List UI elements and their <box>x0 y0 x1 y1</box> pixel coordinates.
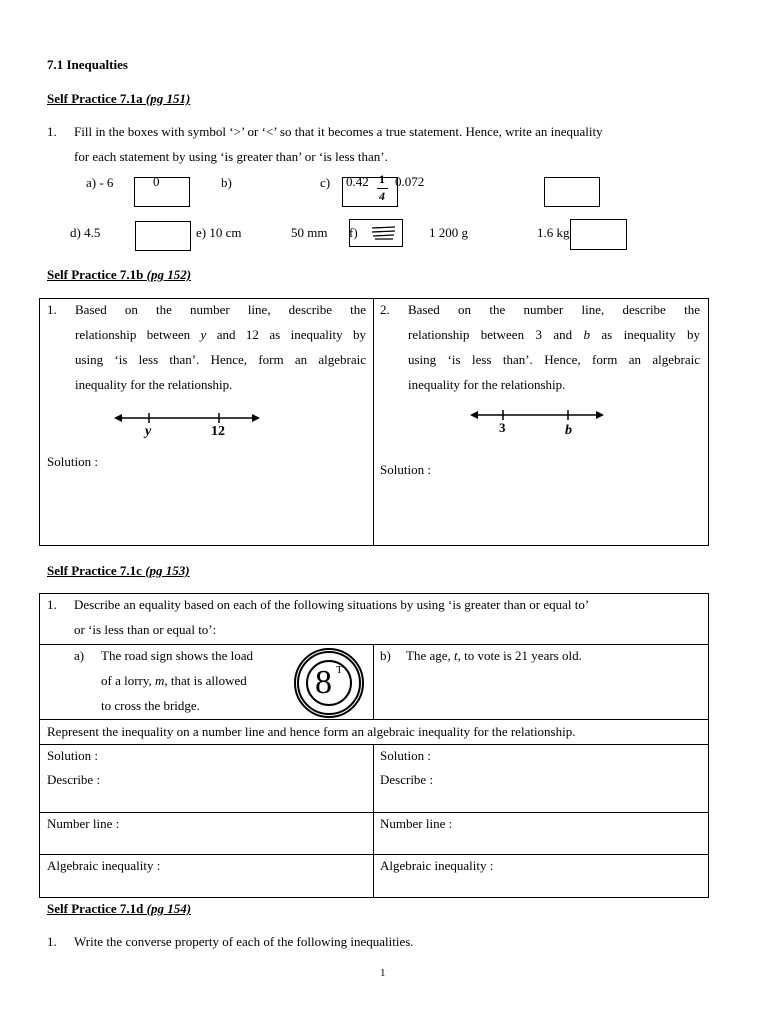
c1-left-describe: Describe : <box>47 772 101 787</box>
c1-a-line2: of a lorry, m, that is allowed <box>101 673 247 688</box>
b2-line2: relationship between 3 and b as inequality by <box>408 327 700 342</box>
b2-line1: Based on the number line, describe the <box>408 302 700 317</box>
b2-line4: inequality for the relationship. <box>408 377 566 392</box>
b1-solution: Solution : <box>47 454 98 469</box>
section-heading-text: Self Practice 7.1a <box>47 91 143 106</box>
number-line-2 <box>468 406 606 436</box>
b2-solution: Solution : <box>380 462 431 477</box>
answer-box-f[interactable] <box>570 219 627 250</box>
c1-line2: or ‘is less than or equal to’: <box>74 622 217 637</box>
c1-right-describe: Describe : <box>380 772 434 787</box>
scribble-icon <box>369 223 399 243</box>
nl1-right-label: 12 <box>211 424 225 439</box>
item-c-left: 0.42 <box>346 174 369 189</box>
nl2-left-label: 3 <box>499 420 506 435</box>
c1-b-label: b) <box>380 648 391 663</box>
d1-number: 1. <box>47 934 57 949</box>
item-c-right: 0.072 <box>395 174 425 189</box>
b1-line4: inequality for the relationship. <box>75 377 233 392</box>
section-page-ref: (pg 154) <box>146 901 192 916</box>
section-page-ref: (pg 152) <box>146 267 192 282</box>
item-f-label: f) <box>349 225 358 240</box>
item-d-label: d) 4.5 <box>70 225 101 240</box>
b1-number: 1. <box>47 302 57 317</box>
item-c-label: c) <box>320 175 331 190</box>
c1-line1: Describe an equality based on each of the following situations by using ‘is greater than or equal to’ <box>74 597 590 612</box>
item-c-fraction-den: 4 <box>379 189 385 203</box>
b1-line2: relationship between y and 12 as inequality by <box>75 327 366 342</box>
c1-left-algebraic: Algebraic inequality : <box>47 858 161 873</box>
c1-b-text: The age, t, to vote is 21 years old. <box>406 648 582 663</box>
item-c-fraction-num: 1 <box>379 172 385 186</box>
item-a-value: 0 <box>153 174 160 189</box>
section-heading-text: Self Practice 7.1c <box>47 563 142 578</box>
section-heading-7-1c <box>47 563 190 579</box>
answer-box-d[interactable] <box>135 221 191 251</box>
section-heading-7-1b <box>47 267 191 283</box>
nl1-left-label: y <box>145 424 152 439</box>
item-f-right: 1.6 kg <box>537 225 570 240</box>
road-sign-unit: T <box>336 664 343 676</box>
question-text-line1: Fill in the boxes with symbol ‘>’ or ‘<’ so that it becomes a true statement. Hence, write an inequality <box>74 124 603 139</box>
answer-box-a[interactable] <box>134 177 190 207</box>
section-page-ref: (pg 153) <box>145 563 190 578</box>
section-page-ref: (pg 151) <box>145 91 191 106</box>
question-number: 1. <box>47 124 57 139</box>
c1-number: 1. <box>47 597 57 612</box>
section-heading-text: Self Practice 7.1d <box>47 901 144 916</box>
c1-a-line1: The road sign shows the load <box>101 648 254 663</box>
page-title: 7.1 Inequalties <box>47 57 128 72</box>
b2-line3: using ‘is less than’. Hence, form an algebraic <box>408 352 700 367</box>
c1-right-algebraic: Algebraic inequality : <box>380 858 494 873</box>
item-e-label: e) 10 cm <box>196 225 242 240</box>
b1-line1: Based on the number line, describe the <box>75 302 366 317</box>
c1-represent: Represent the inequality on a number line and hence form an algebraic inequality for the relationship. <box>47 724 576 739</box>
c1-right-solution: Solution : <box>380 748 431 763</box>
road-sign-number: 8 <box>315 664 332 701</box>
d1-text: Write the converse property of each of the following inequalities. <box>74 934 414 949</box>
item-a-label: a) - 6 <box>86 175 114 190</box>
b2-number: 2. <box>380 302 390 317</box>
question-text-line2: for each statement by using ‘is greater than’ or ‘is less than’. <box>74 149 388 164</box>
item-f-mid: 1 200 g <box>429 225 468 240</box>
c1-right-number-line: Number line : <box>380 816 453 831</box>
b1-line3: using ‘is less than’. Hence, form an algebraic <box>75 352 366 367</box>
section-heading-7-1a <box>47 91 190 107</box>
section-heading-7-1d <box>47 901 191 917</box>
c1-a-label: a) <box>74 648 85 663</box>
answer-box-b[interactable] <box>544 177 600 207</box>
item-b-label: b) <box>221 175 232 190</box>
section-heading-text: Self Practice 7.1b <box>47 267 144 282</box>
page-number: 1 <box>380 967 386 979</box>
number-line-1 <box>112 408 262 444</box>
road-sign-icon <box>294 648 364 718</box>
item-e-right: 50 mm <box>291 225 328 240</box>
c1-left-number-line: Number line : <box>47 816 120 831</box>
c1-left-solution: Solution : <box>47 748 98 763</box>
c1-a-line3: to cross the bridge. <box>101 698 200 713</box>
nl2-right-label: b <box>565 423 572 438</box>
